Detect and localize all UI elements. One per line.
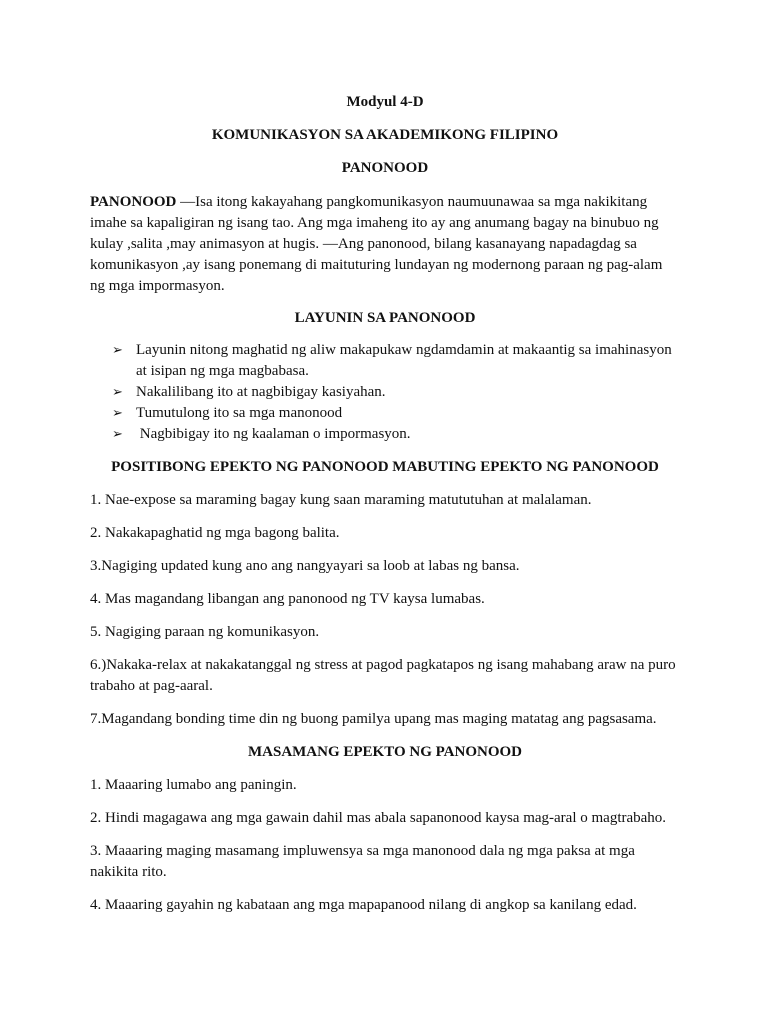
positive-item: 6.)Nakaka-relax at nakakatanggal ng stress at pagod pagkatapos ng isang mahabang araw na puro trabaho at pag-aaral. (90, 657, 676, 694)
positive-item: 3.Nagiging updated kung ano ang nangyayari sa loob at labas ng bansa. (90, 558, 520, 574)
positive-item: 2. Nakakapaghatid ng mga bagong balita. (90, 525, 340, 541)
list-item-text: Layunin nitong maghatid ng aliw makapukaw ngdamdamin at makaantig sa imahinasyon at isipan ng mga magbabasa. (136, 342, 672, 379)
list-item-text: Tumutulong ito sa mga manonood (136, 405, 343, 421)
definition-paragraph (90, 192, 680, 297)
list-item-text: Nakalilibang ito at nagbibigay kasiyahan. (136, 384, 386, 400)
negative-item: 1. Maaaring lumabo ang paningin. (90, 777, 297, 793)
positive-item: 4. Mas magandang libangan ang panonood ng TV kaysa lumabas. (90, 591, 485, 607)
definition-text: —Isa itong kakayahang pangkomunikasyon naumuunawaa sa mga nakikitang imahe sa kapaligiran ng isang tao. Ang mga imaheng ito ay ang anumang bagay na binubuo ng kulay ,salita ,may animasyon at hugis. —Ang panonood, bilang kasanayang napadagdag sa komunikasyon ,ay isang ponemang di maituturing lundayan ng modernong paraan ng pag-alam ng mga impormasyon. (90, 194, 663, 294)
arrow-bullet-icon: ➢ (112, 343, 123, 358)
arrow-bullet-icon: ➢ (112, 427, 123, 442)
positive-item: 1. Nae-expose sa maraming bagay kung saan maraming matututuhan at malalaman. (90, 492, 592, 508)
objectives-heading: LAYUNIN SA PANONOOD (294, 310, 476, 326)
positive-item: 5. Nagiging paraan ng komunikasyon. (90, 624, 320, 640)
negative-item: 4. Maaaring gayahin ng kabataan ang mga mapapanood nilang di angkop sa kanilang edad. (90, 897, 637, 913)
negative-item: 3. Maaaring maging masamang impluwensya sa mga manonood dala ng mga paksa at mga nakikita rito. (90, 843, 635, 880)
negative-effects-heading: MASAMANG EPEKTO NG PANONOOD (247, 744, 523, 760)
subject-title: KOMUNIKASYON SA AKADEMIKONG FILIPINO (211, 127, 559, 143)
list-item-text: Nagbibigay ito ng kaalaman o impormasyon. (136, 426, 411, 442)
positive-effects-heading: POSITIBONG EPEKTO NG PANONOOD MABUTING EPEKTO NG PANONOOD (111, 459, 659, 475)
objectives-list (90, 340, 680, 445)
list-item (112, 382, 680, 403)
document-page (90, 92, 680, 928)
list-item (112, 403, 680, 424)
positive-item: 7.Magandang bonding time din ng buong pamilya upang mas maging matatag ang pagsasama. (90, 711, 657, 727)
arrow-bullet-icon: ➢ (112, 385, 123, 400)
negative-item: 2. Hindi magagawa ang mga gawain dahil mas abala sapanonood kaysa mag-aral o magtrabaho. (90, 810, 667, 826)
definition-term: PANONOOD (90, 194, 177, 210)
topic-title: PANONOOD (341, 160, 429, 176)
list-item (112, 424, 680, 445)
arrow-bullet-icon: ➢ (112, 406, 123, 421)
module-title: Modyul 4-D (346, 94, 424, 110)
list-item (112, 340, 680, 382)
